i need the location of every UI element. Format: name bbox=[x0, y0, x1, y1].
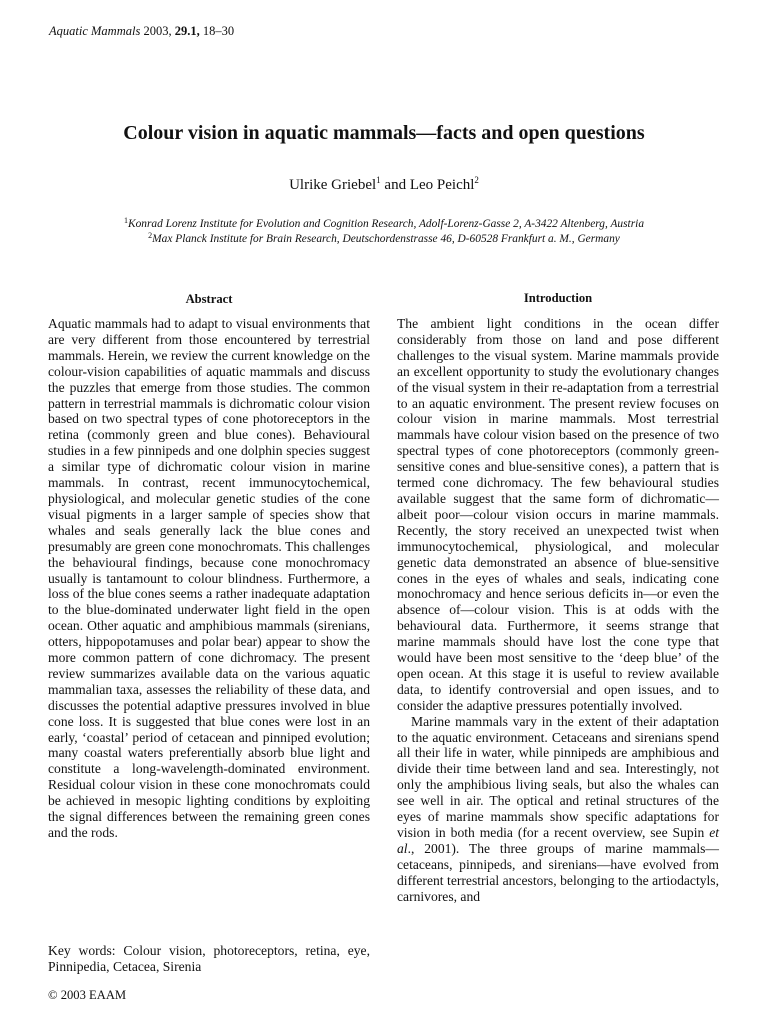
introduction-paragraph-1: The ambient light conditions in the ocean differ considerably from those on land and pose different challenges to the visual system. Marine mammals provide an excellent opportunity to study the evolutionary changes of the visual system in their re-adaptation from a terrestrial to an aquatic environment. The present review focuses on colour vision in marine mammals. Most terrestrial mammals have colour vision based on the presence of two spectral types of cone photoreceptors (commonly green-sensitive cones and blue-sensitive cones), a pattern that is termed cone dichromacy. The few behavioural studies available suggest that the same form of dichromatic—albeit poor—colour vision occurs in marine mammals. Recently, the story received an unexpected twist when immunocytochemical, physiological, and molecular genetic data demonstrated an absence of blue-sensitive cones in the eyes of whales and seals, indicating cone monochromacy and hence serious deficits in—or even the absence of—colour vision. This is at odds with the behavioural data. Furthermore, it seems strange that marine mammals should have lost the cone type that would have been most sensitive to the ‘deep blue’ of the open ocean. At this stage it is useful to review available data, to identify controversial and open issues, and to consider the adaptive pressures potentially involved. bbox=[397, 316, 719, 713]
journal-name: Aquatic Mammals bbox=[49, 24, 141, 38]
affiliation-2 bbox=[0, 233, 768, 245]
keywords: Key words: Colour vision, photoreceptors, retina, eye, Pinnipedia, Cetacea, Sirenia bbox=[48, 943, 370, 974]
affiliation-1-mark: 1 bbox=[123, 216, 128, 225]
author-connector: and bbox=[380, 177, 410, 193]
paragraph-2-text-end: ., 2001). The three groups of marine mammals—cetaceans, pinnipeds, and sirenians—have evolved from different terrestrial ancestors, belonging to the artiodactyls, carnivores, and bbox=[397, 840, 719, 904]
abstract-paragraph: Aquatic mammals had to adapt to visual environments that are very different from those encountered by terrestrial mammals. Herein, we review the current knowledge on the colour-vision capabilities of aquatic mammals and discuss the puzzles that emerge from those studies. The common pattern in terrestrial mammals is dichromatic colour vision based on two spectral types of cone photoreceptors in the retina (commonly green and blue cones). Behavioural studies in a few pinnipeds and one dolphin species suggest a similar type of dichromatic colour vision in marine mammals. In contrast, recent immunocytochemical, physiological, and molecular genetic studies of the cone visual pigments in a larger sample of species show that whales and seals generally lack the blue cones and presumably are green cone monochromats. This challenges the behavioural findings, because cone monochromacy usually is tantamount to colour blindness. Furthermore, a loss of the blue cones seems a rather inadequate adaptation to the blue-dominated underwater light field in the open ocean. Other aquatic and amphibious mammals (sirenians, otters, hippopotamuses and polar bear) appear to show the more common pattern of cone dichromacy. The present review summarizes available data on the various aquatic mammalian taxa, assesses the reliability of these data, and discusses the potential adaptive pressures involved in blue cone loss. It is suggested that blue cones were lost in an early, ‘coastal’ period of cetacean and pinniped evolution; many coastal waters preferentially absorb blue light and constitute a long-wavelength-dominated environment. Residual colour vision in these cone monochromats could be achieved in mesopic lighting conditions by exploiting the signal differences between the remaining green cones and the rods. bbox=[48, 316, 370, 840]
journal-citation bbox=[49, 24, 234, 39]
journal-pages: 18–30 bbox=[202, 24, 235, 38]
introduction-paragraph-2 bbox=[397, 714, 719, 905]
author-peichl: Leo Peichl bbox=[409, 177, 475, 193]
introduction-body bbox=[397, 316, 719, 905]
citation-et-al: et al bbox=[397, 825, 719, 856]
paper-title: Colour vision in aquatic mammals—facts and open questions bbox=[123, 122, 645, 144]
introduction-heading: Introduction bbox=[523, 291, 593, 305]
paragraph-2-text-start: Marine mammals vary in the extent of their adaptation to the aquatic environment. Cetaceans and sirenians spend all their life in water, while pinnipeds are amphibious and divide their time between land and sea. Interestingly, not only the amphibious living seals, but also the whales can see well in air. The optical and retinal structures of the eyes of marine mammals show specific adaptations for vision in both media (for a recent overview, see Supin bbox=[397, 713, 719, 840]
affiliation-1-text: Konrad Lorenz Institute for Evolution and Cognition Research, Adolf-Lorenz-Gasse 2, A-3422 Altenberg, Austria bbox=[127, 218, 645, 230]
copyright-notice: © 2003 EAAM bbox=[48, 988, 127, 1002]
affiliation-2-mark: 2 bbox=[148, 231, 153, 240]
abstract-heading: Abstract bbox=[185, 292, 233, 306]
affiliation-1 bbox=[0, 218, 768, 230]
author-griebel: Ulrike Griebel bbox=[289, 177, 377, 193]
abstract-body bbox=[48, 316, 370, 841]
author-line bbox=[0, 177, 768, 194]
journal-year: 2003, bbox=[143, 24, 172, 38]
author-peichl-affiliation-mark: 2 bbox=[474, 175, 479, 185]
affiliation-2-text: Max Planck Institute for Brain Research, Deutschordenstrasse 46, D-60528 Frankfurt a. M., Germany bbox=[152, 233, 620, 245]
journal-volume: 29.1, bbox=[174, 24, 200, 38]
author-griebel-affiliation-mark: 1 bbox=[376, 175, 381, 185]
